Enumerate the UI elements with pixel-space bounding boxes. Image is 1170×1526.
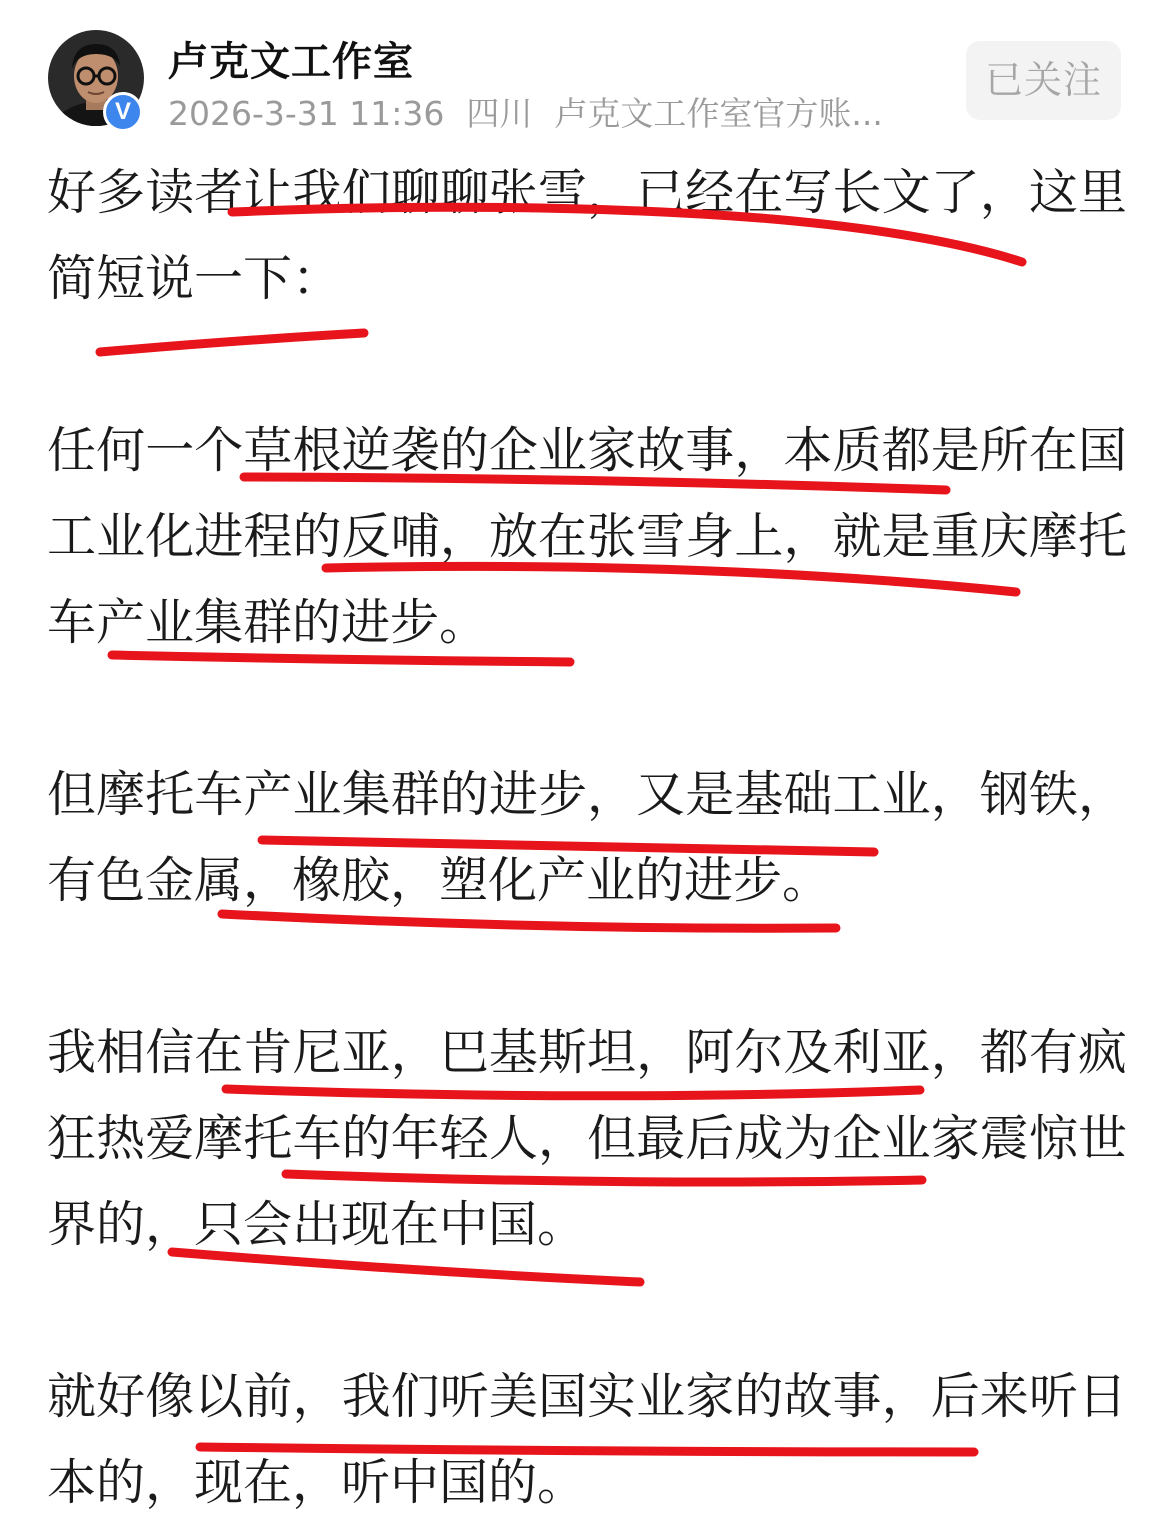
verified-badge-icon: V bbox=[103, 92, 143, 132]
follow-button[interactable]: 已关注 bbox=[966, 41, 1121, 120]
paragraph-gap bbox=[47, 1268, 1127, 1354]
post-location: 四川 bbox=[466, 94, 533, 133]
post-paragraph: 就好像以前，我们听美国实业家的故事，后来听日本的，现在，听中国的。 bbox=[47, 1368, 1127, 1511]
post-paragraph: 我相信在肯尼亚，巴基斯坦，阿尔及利亚，都有疯狂热爱摩托车的年轻人，但最后成为企业家震惊世界的，只会出现在中国。 bbox=[47, 1024, 1127, 1253]
post-body bbox=[47, 150, 1127, 1526]
post-paragraph: 任何一个草根逆袭的企业家故事，本质都是所在国工业化进程的反哺，放在张雪身上，就是重庆摩托车产业集群的进步。 bbox=[47, 422, 1127, 651]
post-paragraph: 但摩托车产业集群的进步，又是基础工业，钢铁，有色金属，橡胶，塑化产业的进步。 bbox=[47, 766, 1127, 909]
post-header bbox=[0, 0, 1170, 140]
post-meta bbox=[168, 88, 928, 135]
account-description: 卢克文工作室官方账... bbox=[554, 94, 883, 133]
post-paragraph: 好多读者让我们聊聊张雪，已经在写长文了，这里简短说一下： bbox=[47, 164, 1127, 307]
paragraph-gap bbox=[47, 924, 1127, 1010]
account-name[interactable]: 卢克文工作室 bbox=[168, 39, 414, 85]
post-date: 2026-3-31 11:36 bbox=[168, 94, 445, 133]
paragraph-gap bbox=[47, 322, 1127, 408]
paragraph-gap bbox=[47, 666, 1127, 752]
